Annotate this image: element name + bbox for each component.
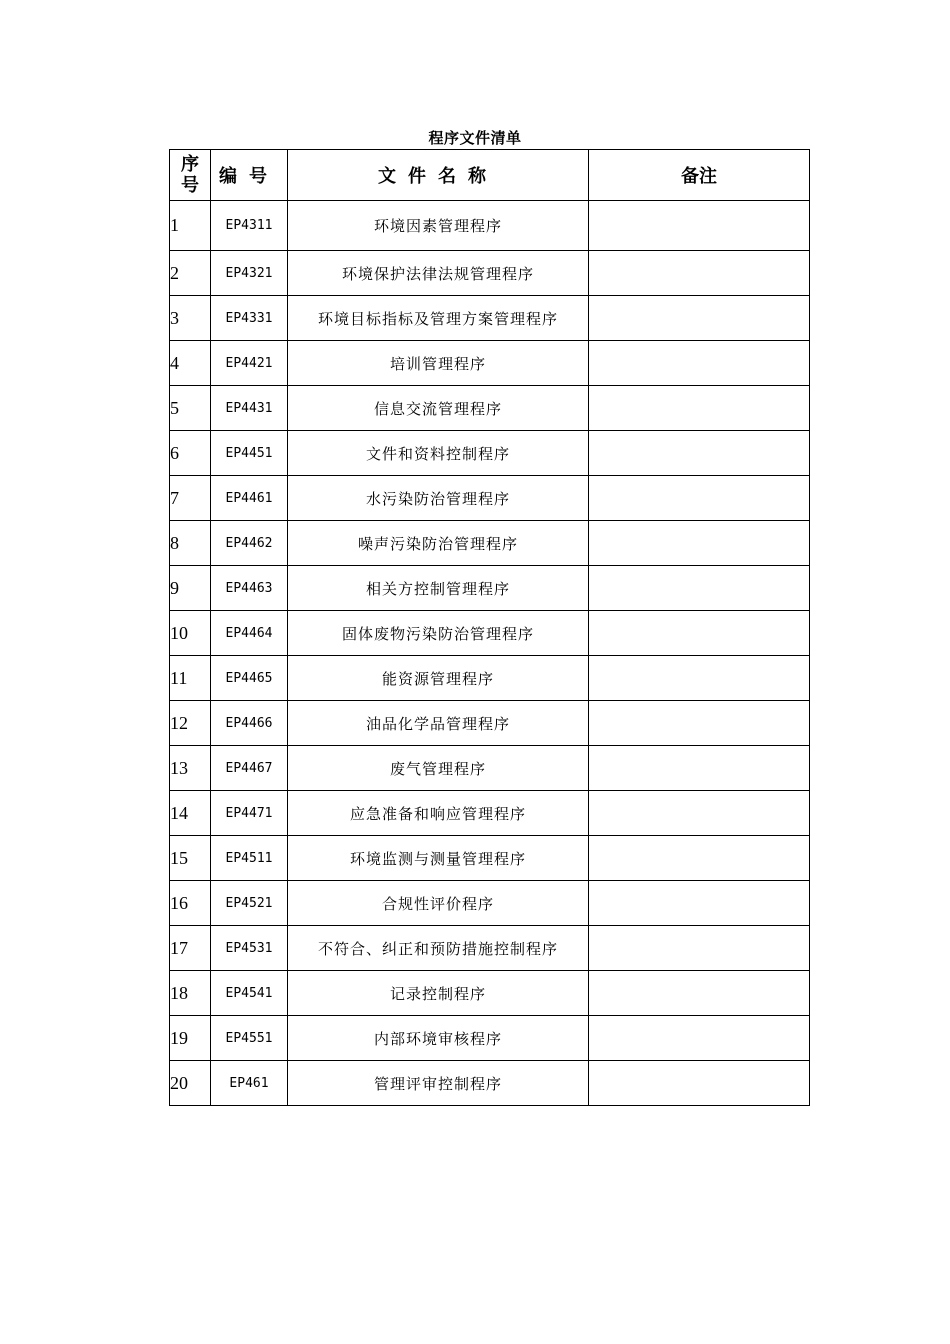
cell-code: EP4551	[211, 1016, 288, 1061]
cell-name: 培训管理程序	[288, 341, 589, 386]
cell-code: EP4541	[211, 971, 288, 1016]
cell-note	[589, 251, 810, 296]
header-seq-label: 序 号	[181, 154, 199, 196]
table-row	[170, 296, 810, 341]
cell-code: EP4471	[211, 791, 288, 836]
table-header-row	[170, 150, 810, 201]
cell-seq: 9	[170, 566, 211, 611]
cell-seq: 16	[170, 881, 211, 926]
cell-seq: 20	[170, 1061, 211, 1106]
cell-seq: 12	[170, 701, 211, 746]
table-row	[170, 791, 810, 836]
table-row	[170, 201, 810, 251]
cell-note	[589, 1016, 810, 1061]
cell-code: EP4321	[211, 251, 288, 296]
cell-code: EP4466	[211, 701, 288, 746]
table-row	[170, 971, 810, 1016]
cell-name: 水污染防治管理程序	[288, 476, 589, 521]
cell-note	[589, 881, 810, 926]
table-row	[170, 611, 810, 656]
cell-code: EP4463	[211, 566, 288, 611]
table-row	[170, 386, 810, 431]
cell-name: 能资源管理程序	[288, 656, 589, 701]
cell-note	[589, 836, 810, 881]
cell-name: 不符合、纠正和预防措施控制程序	[288, 926, 589, 971]
table-body	[170, 201, 810, 1106]
cell-code: EP4431	[211, 386, 288, 431]
cell-code: EP461	[211, 1061, 288, 1106]
table-row	[170, 1061, 810, 1106]
cell-seq: 8	[170, 521, 211, 566]
table-row	[170, 656, 810, 701]
cell-seq: 6	[170, 431, 211, 476]
table-row	[170, 566, 810, 611]
cell-note	[589, 746, 810, 791]
table-row	[170, 521, 810, 566]
header-name: 文件名称	[288, 150, 589, 201]
cell-note	[589, 341, 810, 386]
table-row	[170, 836, 810, 881]
cell-note	[589, 971, 810, 1016]
cell-code: EP4311	[211, 201, 288, 251]
cell-name: 记录控制程序	[288, 971, 589, 1016]
cell-name: 噪声污染防治管理程序	[288, 521, 589, 566]
cell-note	[589, 1061, 810, 1106]
table-row	[170, 1016, 810, 1061]
header-code: 编号	[211, 150, 288, 201]
cell-name: 废气管理程序	[288, 746, 589, 791]
cell-note	[589, 656, 810, 701]
cell-name: 信息交流管理程序	[288, 386, 589, 431]
cell-code: EP4461	[211, 476, 288, 521]
cell-name: 固体废物污染防治管理程序	[288, 611, 589, 656]
cell-code: EP4331	[211, 296, 288, 341]
cell-code: EP4467	[211, 746, 288, 791]
cell-seq: 19	[170, 1016, 211, 1061]
table-row	[170, 251, 810, 296]
cell-code: EP4421	[211, 341, 288, 386]
cell-code: EP4464	[211, 611, 288, 656]
cell-note	[589, 521, 810, 566]
cell-code: EP4511	[211, 836, 288, 881]
cell-code: EP4451	[211, 431, 288, 476]
cell-name: 环境保护法律法规管理程序	[288, 251, 589, 296]
cell-code: EP4465	[211, 656, 288, 701]
cell-name: 相关方控制管理程序	[288, 566, 589, 611]
cell-seq: 5	[170, 386, 211, 431]
cell-code: EP4462	[211, 521, 288, 566]
cell-name: 文件和资料控制程序	[288, 431, 589, 476]
document-list-table	[169, 149, 810, 1106]
cell-name: 合规性评价程序	[288, 881, 589, 926]
cell-name: 油品化学品管理程序	[288, 701, 589, 746]
cell-note	[589, 476, 810, 521]
page-title: 程序文件清单	[428, 129, 522, 147]
cell-note	[589, 701, 810, 746]
cell-code: EP4531	[211, 926, 288, 971]
cell-seq: 4	[170, 341, 211, 386]
cell-name: 应急准备和响应管理程序	[288, 791, 589, 836]
cell-note	[589, 386, 810, 431]
cell-name: 管理评审控制程序	[288, 1061, 589, 1106]
cell-seq: 17	[170, 926, 211, 971]
cell-seq: 15	[170, 836, 211, 881]
table-row	[170, 701, 810, 746]
table-row	[170, 746, 810, 791]
cell-note	[589, 926, 810, 971]
cell-name: 环境目标指标及管理方案管理程序	[288, 296, 589, 341]
cell-note	[589, 611, 810, 656]
table-row	[170, 881, 810, 926]
cell-seq: 1	[170, 201, 211, 251]
cell-seq: 13	[170, 746, 211, 791]
cell-note	[589, 791, 810, 836]
cell-code: EP4521	[211, 881, 288, 926]
cell-note	[589, 431, 810, 476]
table-row	[170, 431, 810, 476]
cell-seq: 10	[170, 611, 211, 656]
cell-name: 内部环境审核程序	[288, 1016, 589, 1061]
cell-name: 环境因素管理程序	[288, 201, 589, 251]
cell-seq: 11	[170, 656, 211, 701]
cell-note	[589, 566, 810, 611]
cell-seq: 14	[170, 791, 211, 836]
header-seq	[170, 150, 211, 201]
cell-note	[589, 296, 810, 341]
cell-name: 环境监测与测量管理程序	[288, 836, 589, 881]
table-row	[170, 476, 810, 521]
cell-seq: 2	[170, 251, 211, 296]
cell-note	[589, 201, 810, 251]
cell-seq: 7	[170, 476, 211, 521]
cell-seq: 18	[170, 971, 211, 1016]
table-row	[170, 341, 810, 386]
table-row	[170, 926, 810, 971]
cell-seq: 3	[170, 296, 211, 341]
header-note: 备注	[589, 150, 810, 201]
